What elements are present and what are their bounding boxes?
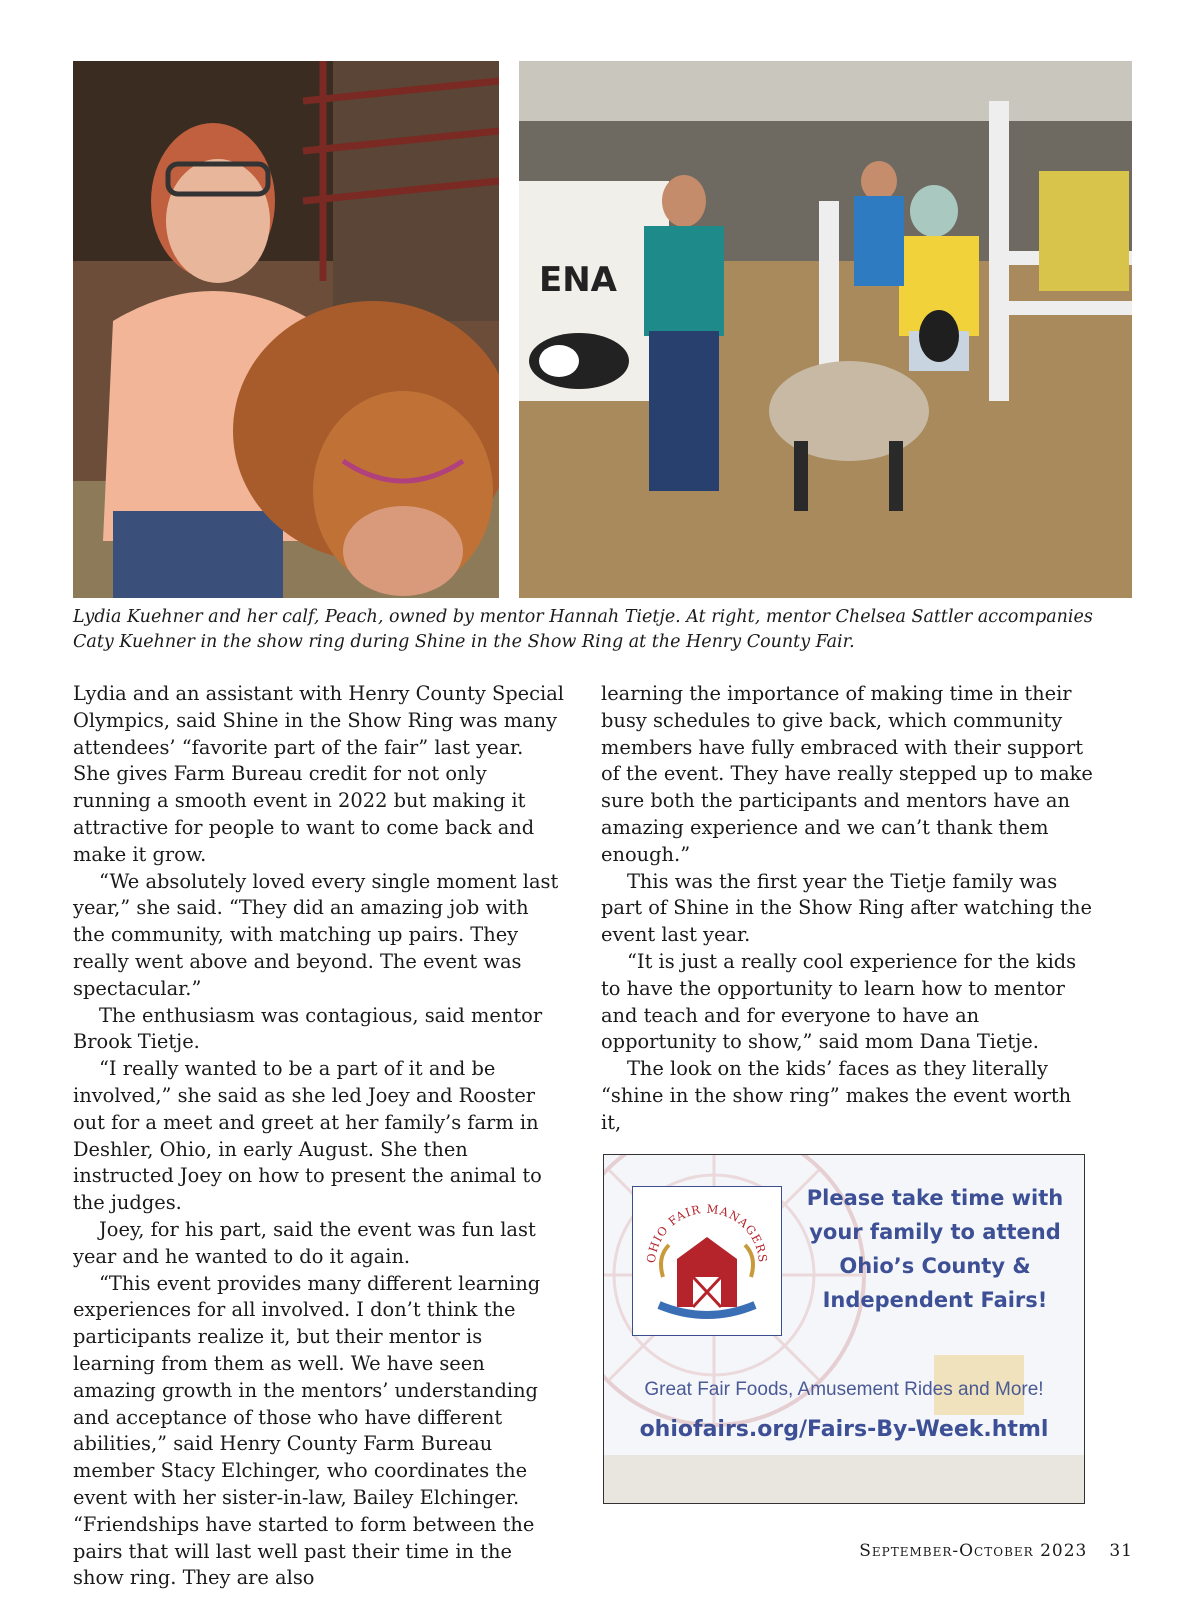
paragraph: Joey, for his part, said the event was fun last year and he wanted to do it again. [73,1217,536,1268]
paragraph: Lydia and an assistant with Henry County Special Olympics, said Shine in the Show Ring was many attendees’ “favorite part of the fair” last year. She gives Farm Bureau credit for not only running a smooth event in 2022 but making it attractive for people to want to come back and make it grow. [73,682,564,866]
page-number: 31 [1109,1541,1133,1561]
ad-url: ohiofairs.org/Fairs-By-Week.html [639,1417,1049,1442]
issue-date: September-October 2023 [859,1541,1088,1561]
article-column-right [601,681,1093,1137]
ohio-fair-managers-logo [632,1186,782,1336]
page-footer [820,1541,1133,1561]
ad-headline-line: your family to attend [809,1220,1061,1244]
paragraph: The enthusiasm was contagious, said mentor Brook Tietje. [73,1003,543,1054]
paragraph: “We absolutely loved every single moment last year,” she said. “They did an amazing job with the community, with matching up pairs. They really went above and beyond. The event was spectacular.” [73,869,559,1000]
photo-caption: Lydia Kuehner and her calf, Peach, owned by mentor Hannah Tietje. At right, mentor Chelsea Sattler accompanies Caty Kuehner in the show ring during Shine in the Show Ring at the Henry County Fair. [73,607,1093,652]
photo-show-ring-sheep [519,61,1132,598]
paragraph: “It is just a really cool experience for the kids to have the opportunity to learn how to mentor and teach and for everyone to have an opportunity to show,” said mom Dana Tietje. [601,949,1077,1054]
ohio-fairs-advertisement [603,1154,1085,1504]
paragraph: learning the importance of making time in their busy schedules to give back, which community members have fully embraced with their support of the event. They have really stepped up to make sure both the participants and mentors have an amazing experience and we can’t thank them enough.” [601,682,1093,866]
paragraph: The look on the kids’ faces as they literally “shine in the show ring” makes the event worth it, [601,1057,1072,1134]
ad-headline [794,1181,1076,1317]
paragraph: This was the first year the Tietje family was part of Shine in the Show Ring after watching the event last year. [601,869,1092,947]
ad-tagline: Great Fair Foods, Amusement Rides and More! [644,1379,1044,1400]
ad-headline-line: Please take time with [806,1186,1064,1210]
photo-girl-with-calf [73,61,499,598]
article-column-left [73,681,565,1592]
svg-text:OHIO FAIR MANAGERS: OHIO FAIR MANAGERS [643,1201,771,1264]
svg-text:ENA: ENA [539,260,617,300]
paragraph: “I really wanted to be a part of it and be involved,” she said as she led Joey and Rooster out for a meet and greet at her family’s farm in Deshler, Ohio, in early August. She then instructed Joey on how to present the animal to the judges. [73,1057,542,1215]
paragraph: “This event provides many different learning experiences for all involved. I don’t think the participants realize it, but their mentor is learning from them as well. We have seen amazing growth in the mentors’ understanding and acceptance of those who have different abilities,” said Henry County Farm Bureau member Stacy Elchinger, who coordinates the event with her sister-in-law, Bailey Elchinger. “Friendships have started to form between the pairs that will last well past their time in the show ring. They are also [73,1271,541,1590]
ad-headline-line: Ohio’s County & [839,1254,1031,1278]
ad-headline-line: Independent Fairs! [822,1288,1048,1312]
